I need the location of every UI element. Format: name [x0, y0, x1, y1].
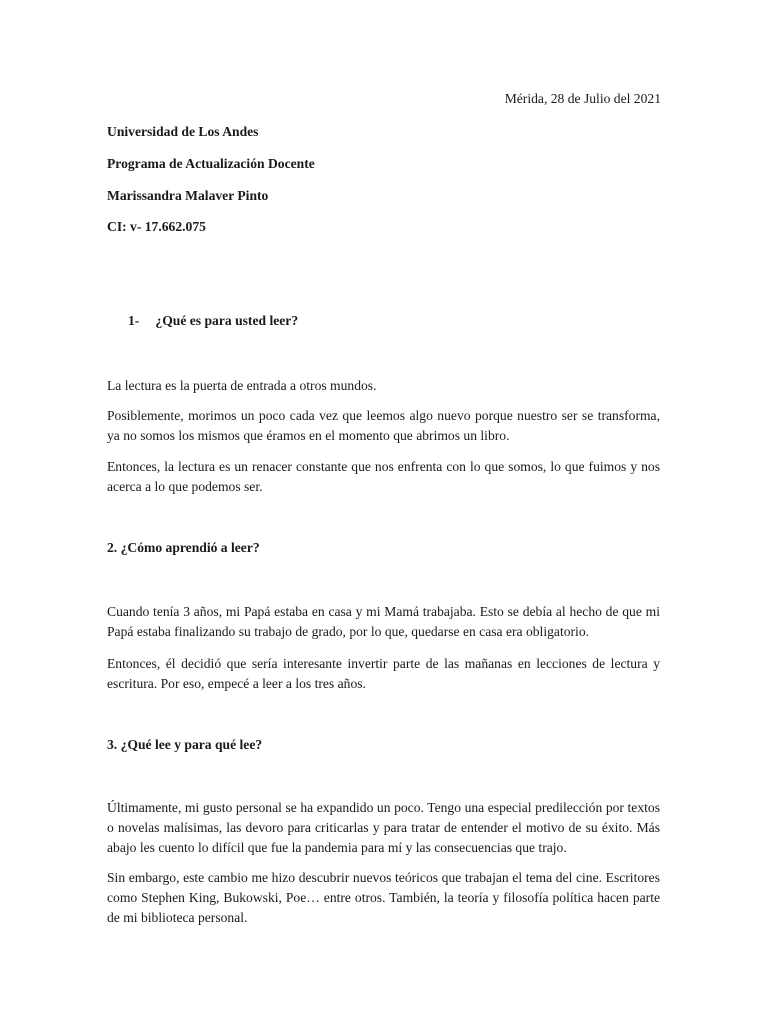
university-name: Universidad de Los Andes — [107, 124, 259, 139]
question-2-heading: 2. ¿Cómo aprendió a leer? — [107, 540, 260, 555]
answer-1-paragraph-3: Entonces, la lectura es un renacer constante que nos enfrenta con lo que somos, lo que fuimos y nos acerca a lo que podemos ser. — [107, 459, 660, 494]
author-name: Marissandra Malaver Pinto — [107, 188, 269, 203]
answer-1-paragraph-2: Posiblemente, morimos un poco cada vez que leemos algo nuevo porque nuestro ser se transforma, ya no somos los mismos que éramos en el momento que abrimos un libro. — [107, 408, 660, 443]
question-1-text: ¿Qué es para usted leer? — [155, 313, 299, 328]
answer-3-paragraph-1: Últimamente, mi gusto personal se ha expandido un poco. Tengo una especial predilección por textos o novelas malísimas, las devoro para criticarlas y para tratar de entender el motivo de su éxito. Más abajo les cuento lo difícil que fue la pandemia para mí y las consecuencias que trajo. — [107, 800, 660, 855]
answer-3-paragraph-2: Sin embargo, este cambio me hizo descubrir nuevos teóricos que trabajan el tema del cine. Escritores como Stephen King, Bukowski, Poe… entre otros. También, la teoría y filosofía política hacen parte de mi biblioteca personal. — [107, 870, 660, 925]
answer-2-paragraph-1: Cuando tenía 3 años, mi Papá estaba en casa y mi Mamá trabajaba. Esto se debía al hecho de que mi Papá estaba finalizando su trabajo de grado, por lo que, quedarse en casa era obligatorio. — [107, 604, 660, 639]
question-1-number: 1- — [128, 313, 140, 328]
author-id: CI: v- 17.662.075 — [107, 219, 206, 234]
answer-1-paragraph-1: La lectura es la puerta de entrada a otros mundos. — [107, 378, 377, 393]
question-3-heading: 3. ¿Qué lee y para qué lee? — [107, 737, 263, 752]
question-1-heading — [128, 313, 298, 329]
document-date: Mérida, 28 de Julio del 2021 — [504, 91, 661, 106]
program-name: Programa de Actualización Docente — [107, 156, 315, 171]
answer-2-paragraph-2: Entonces, él decidió que sería interesante invertir parte de las mañanas en lecciones de lectura y escritura. Por eso, empecé a leer a los tres años. — [107, 656, 660, 691]
